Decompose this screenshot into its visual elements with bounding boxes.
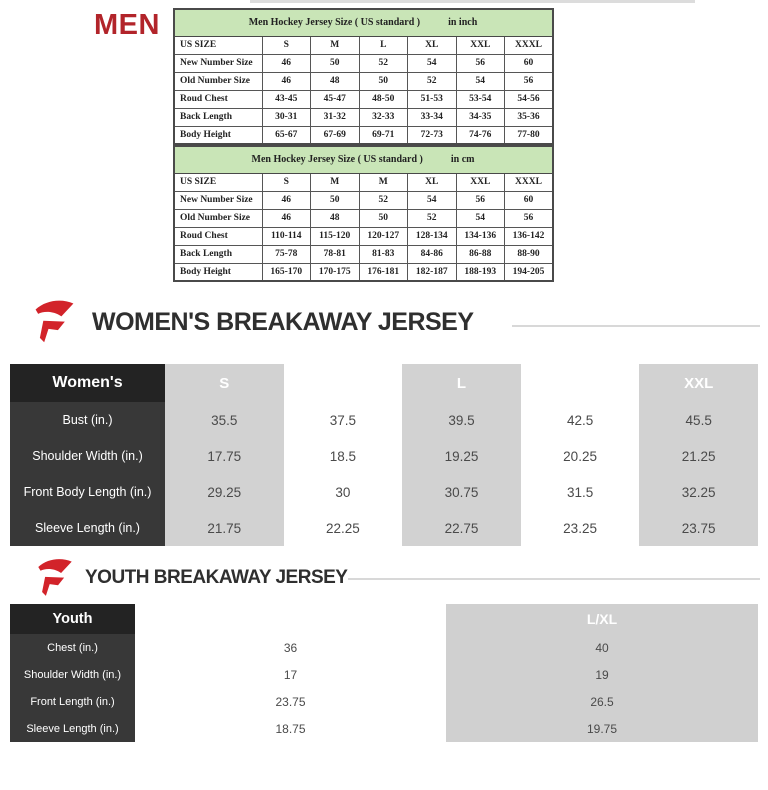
row-label-cell: Roud Chest xyxy=(174,90,262,108)
table-unit: in cm xyxy=(450,154,475,166)
value-cell: 23.75 xyxy=(135,688,446,715)
value-cell: 22.25 xyxy=(284,510,403,546)
value-cell: 29.25 xyxy=(165,474,284,510)
youth-size-table xyxy=(10,604,758,742)
column-header-cell: M xyxy=(359,173,408,191)
value-cell: 54 xyxy=(408,54,457,72)
value-cell: 46 xyxy=(262,72,311,90)
value-cell: 56 xyxy=(505,209,554,227)
value-cell: 39.5 xyxy=(402,402,521,438)
table-title-cell xyxy=(174,146,553,173)
women-title-divider xyxy=(512,325,760,327)
value-cell: 52 xyxy=(408,209,457,227)
value-cell: 18.5 xyxy=(284,438,403,474)
value-cell: 65-67 xyxy=(262,126,311,144)
table-row xyxy=(10,438,758,474)
value-cell: 43-45 xyxy=(262,90,311,108)
value-cell: 48-50 xyxy=(359,90,408,108)
corner-header-cell: US SIZE xyxy=(174,173,262,191)
table-row xyxy=(174,72,553,90)
value-cell: 54 xyxy=(456,209,505,227)
value-cell: 26.5 xyxy=(446,688,758,715)
row-label-cell: Chest (in.) xyxy=(10,634,135,661)
value-cell: 194-205 xyxy=(505,263,554,281)
value-cell: 50 xyxy=(311,191,360,209)
table-title-row xyxy=(174,9,553,36)
top-crop-artifact xyxy=(250,0,695,3)
value-cell: 46 xyxy=(262,54,311,72)
row-label-cell: Shoulder Width (in.) xyxy=(10,661,135,688)
value-cell: 78-81 xyxy=(311,245,360,263)
value-cell: 30.75 xyxy=(402,474,521,510)
value-cell: 31-32 xyxy=(311,108,360,126)
women-size-table xyxy=(10,364,758,546)
table-row xyxy=(10,474,758,510)
value-cell: 32-33 xyxy=(359,108,408,126)
value-cell: 56 xyxy=(505,72,554,90)
value-cell: 77-80 xyxy=(505,126,554,144)
youth-title-divider xyxy=(348,578,760,580)
men-size-table-cm xyxy=(173,145,554,282)
value-cell: 75-78 xyxy=(262,245,311,263)
value-cell: 134-136 xyxy=(456,227,505,245)
value-cell: 40 xyxy=(446,634,758,661)
table-row xyxy=(174,191,553,209)
table-row xyxy=(10,688,758,715)
value-cell: 50 xyxy=(311,54,360,72)
row-label-cell: New Number Size xyxy=(174,54,262,72)
value-cell: 21.25 xyxy=(639,438,758,474)
value-cell: 17 xyxy=(135,661,446,688)
value-cell: 34-35 xyxy=(456,108,505,126)
corner-header-cell: Youth xyxy=(10,604,135,634)
row-label-cell: Sleeve Length (in.) xyxy=(10,715,135,742)
value-cell: 21.75 xyxy=(165,510,284,546)
value-cell: 32.25 xyxy=(639,474,758,510)
column-header-cell: XXXL xyxy=(505,36,554,54)
value-cell: 19.25 xyxy=(402,438,521,474)
column-header-cell: XXL xyxy=(456,36,505,54)
row-label-cell: Shoulder Width (in.) xyxy=(10,438,165,474)
value-cell: 69-71 xyxy=(359,126,408,144)
value-cell: 52 xyxy=(408,72,457,90)
table-row xyxy=(10,715,758,742)
column-header-cell: S xyxy=(165,364,284,402)
value-cell: 23.75 xyxy=(639,510,758,546)
value-cell: 50 xyxy=(359,209,408,227)
value-cell: 35-36 xyxy=(505,108,554,126)
row-label-cell: Front Body Length (in.) xyxy=(10,474,165,510)
value-cell: 54-56 xyxy=(505,90,554,108)
value-cell: 60 xyxy=(505,191,554,209)
table-row xyxy=(10,402,758,438)
value-cell: 46 xyxy=(262,209,311,227)
column-header-cell: XXL xyxy=(639,364,758,402)
value-cell: 88-90 xyxy=(505,245,554,263)
column-header-cell: XL xyxy=(408,173,457,191)
value-cell: 35.5 xyxy=(165,402,284,438)
value-cell: 52 xyxy=(359,54,408,72)
table-row xyxy=(174,263,553,281)
table-title: Men Hockey Jersey Size ( US standard ) xyxy=(251,154,423,166)
column-header-cell: L/XL xyxy=(446,604,758,634)
value-cell: 45.5 xyxy=(639,402,758,438)
value-cell: 52 xyxy=(359,191,408,209)
value-cell: 136-142 xyxy=(505,227,554,245)
row-label-cell: Old Number Size xyxy=(174,209,262,227)
value-cell: 50 xyxy=(359,72,408,90)
value-cell: 23.25 xyxy=(521,510,640,546)
value-cell: 45-47 xyxy=(311,90,360,108)
column-header-row xyxy=(174,173,553,191)
value-cell: 54 xyxy=(408,191,457,209)
row-label-cell: Sleeve Length (in.) xyxy=(10,510,165,546)
men-section-title: MEN xyxy=(94,9,160,41)
table-row xyxy=(174,54,553,72)
corner-header-cell: US SIZE xyxy=(174,36,262,54)
column-header-cell: M xyxy=(311,173,360,191)
value-cell: 46 xyxy=(262,191,311,209)
row-label-cell: Bust (in.) xyxy=(10,402,165,438)
value-cell: 170-175 xyxy=(311,263,360,281)
row-label-cell: Body Height xyxy=(174,126,262,144)
table-row xyxy=(174,209,553,227)
value-cell: 42.5 xyxy=(521,402,640,438)
value-cell: 17.75 xyxy=(165,438,284,474)
column-header-cell: S xyxy=(262,36,311,54)
column-header-cell: XXXL xyxy=(505,173,554,191)
men-size-table-inch xyxy=(173,8,554,145)
column-header-cell: XL xyxy=(408,36,457,54)
men-size-tables xyxy=(173,8,554,282)
value-cell: 30 xyxy=(284,474,403,510)
value-cell: 19.75 xyxy=(446,715,758,742)
value-cell: 60 xyxy=(505,54,554,72)
value-cell: 31.5 xyxy=(521,474,640,510)
row-label-cell: Old Number Size xyxy=(174,72,262,90)
table-row xyxy=(174,90,553,108)
value-cell: 188-193 xyxy=(456,263,505,281)
column-header-cell: L xyxy=(402,364,521,402)
value-cell: 56 xyxy=(456,54,505,72)
table-row xyxy=(10,661,758,688)
row-label-cell: New Number Size xyxy=(174,191,262,209)
value-cell: 20.25 xyxy=(521,438,640,474)
value-cell: 128-134 xyxy=(408,227,457,245)
value-cell: 30-31 xyxy=(262,108,311,126)
value-cell: 67-69 xyxy=(311,126,360,144)
value-cell: 56 xyxy=(456,191,505,209)
value-cell: 81-83 xyxy=(359,245,408,263)
value-cell: 84-86 xyxy=(408,245,457,263)
value-cell: 18.75 xyxy=(135,715,446,742)
row-label-cell: Back Length xyxy=(174,108,262,126)
column-header-cell: S xyxy=(262,173,311,191)
column-header-cell: M xyxy=(284,364,403,402)
value-cell: 86-88 xyxy=(456,245,505,263)
value-cell: 110-114 xyxy=(262,227,311,245)
table-row xyxy=(174,227,553,245)
table-row xyxy=(10,510,758,546)
column-header-cell: S/M xyxy=(135,604,446,634)
value-cell: 19 xyxy=(446,661,758,688)
column-header-cell: XXL xyxy=(456,173,505,191)
table-row xyxy=(174,108,553,126)
value-cell: 53-54 xyxy=(456,90,505,108)
row-label-cell: Body Height xyxy=(174,263,262,281)
value-cell: 48 xyxy=(311,209,360,227)
column-header-row xyxy=(174,36,553,54)
value-cell: 165-170 xyxy=(262,263,311,281)
value-cell: 48 xyxy=(311,72,360,90)
value-cell: 37.5 xyxy=(284,402,403,438)
table-row xyxy=(10,634,758,661)
table-title-row xyxy=(174,146,553,173)
fanatics-flag-icon xyxy=(36,556,74,605)
youth-section-title: YOUTH BREAKAWAY JERSEY xyxy=(85,567,348,588)
table-row xyxy=(174,245,553,263)
value-cell: 36 xyxy=(135,634,446,661)
column-header-row xyxy=(10,604,758,634)
value-cell: 51-53 xyxy=(408,90,457,108)
row-label-cell: Front Length (in.) xyxy=(10,688,135,715)
fanatics-flag-icon xyxy=(33,298,76,351)
row-label-cell: Roud Chest xyxy=(174,227,262,245)
column-header-cell: L xyxy=(359,36,408,54)
value-cell: 72-73 xyxy=(408,126,457,144)
column-header-row xyxy=(10,364,758,402)
row-label-cell: Back Length xyxy=(174,245,262,263)
value-cell: 115-120 xyxy=(311,227,360,245)
value-cell: 33-34 xyxy=(408,108,457,126)
table-row xyxy=(174,126,553,144)
value-cell: 54 xyxy=(456,72,505,90)
value-cell: 22.75 xyxy=(402,510,521,546)
table-unit: in inch xyxy=(448,17,478,29)
column-header-cell: XL xyxy=(521,364,640,402)
table-title: Men Hockey Jersey Size ( US standard ) xyxy=(248,17,421,29)
corner-header-cell: Women's xyxy=(10,364,165,402)
value-cell: 120-127 xyxy=(359,227,408,245)
women-section-title: WOMEN'S BREAKAWAY JERSEY xyxy=(92,308,474,336)
column-header-cell: M xyxy=(311,36,360,54)
value-cell: 176-181 xyxy=(359,263,408,281)
table-title-cell xyxy=(174,9,553,36)
value-cell: 74-76 xyxy=(456,126,505,144)
value-cell: 182-187 xyxy=(408,263,457,281)
